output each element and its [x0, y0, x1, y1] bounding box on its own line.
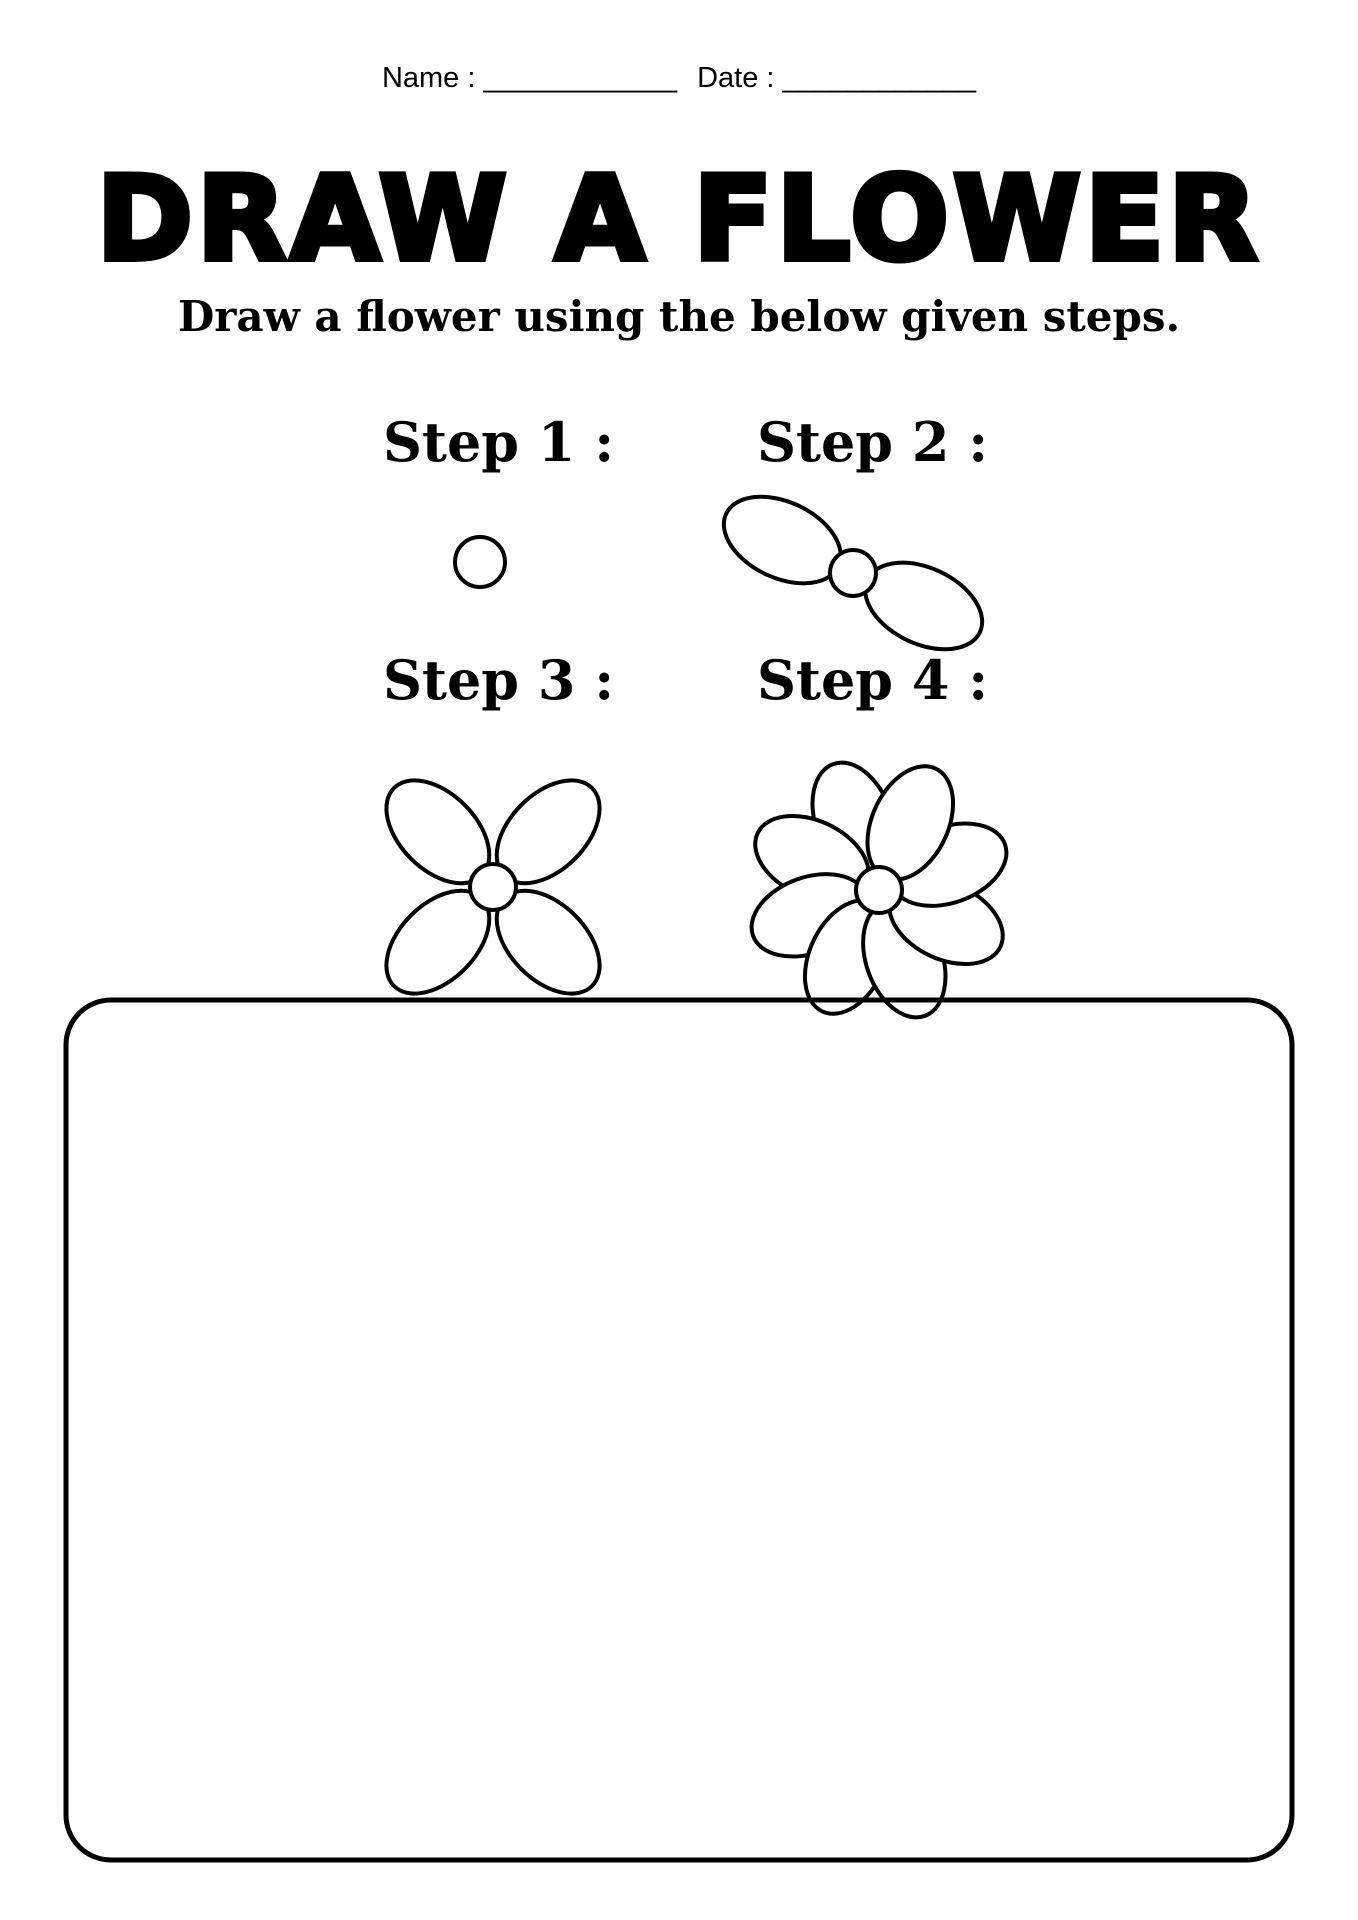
flower-center	[830, 550, 876, 596]
name-field[interactable]: Name : ____________	[381, 62, 678, 94]
step-4-flower	[740, 751, 1018, 1029]
step-4-label: Step 4 :	[757, 648, 989, 712]
step-1-label: Step 1 :	[383, 410, 615, 474]
flower-center	[856, 867, 902, 913]
step-2-flower	[710, 479, 996, 666]
flower-center	[455, 537, 505, 587]
step-3-label: Step 3 :	[383, 648, 615, 712]
step-3-flower	[367, 761, 619, 1013]
date-field[interactable]: Date : ____________	[697, 62, 977, 94]
step-2-label: Step 2 :	[757, 410, 989, 474]
drawing-area[interactable]	[66, 1000, 1292, 1860]
step-1-flower	[455, 537, 505, 587]
instructions: Draw a flower using the below given steps.	[177, 292, 1181, 341]
page-title: DRAW A FLOWER	[96, 152, 1262, 287]
flower-center	[470, 864, 516, 910]
